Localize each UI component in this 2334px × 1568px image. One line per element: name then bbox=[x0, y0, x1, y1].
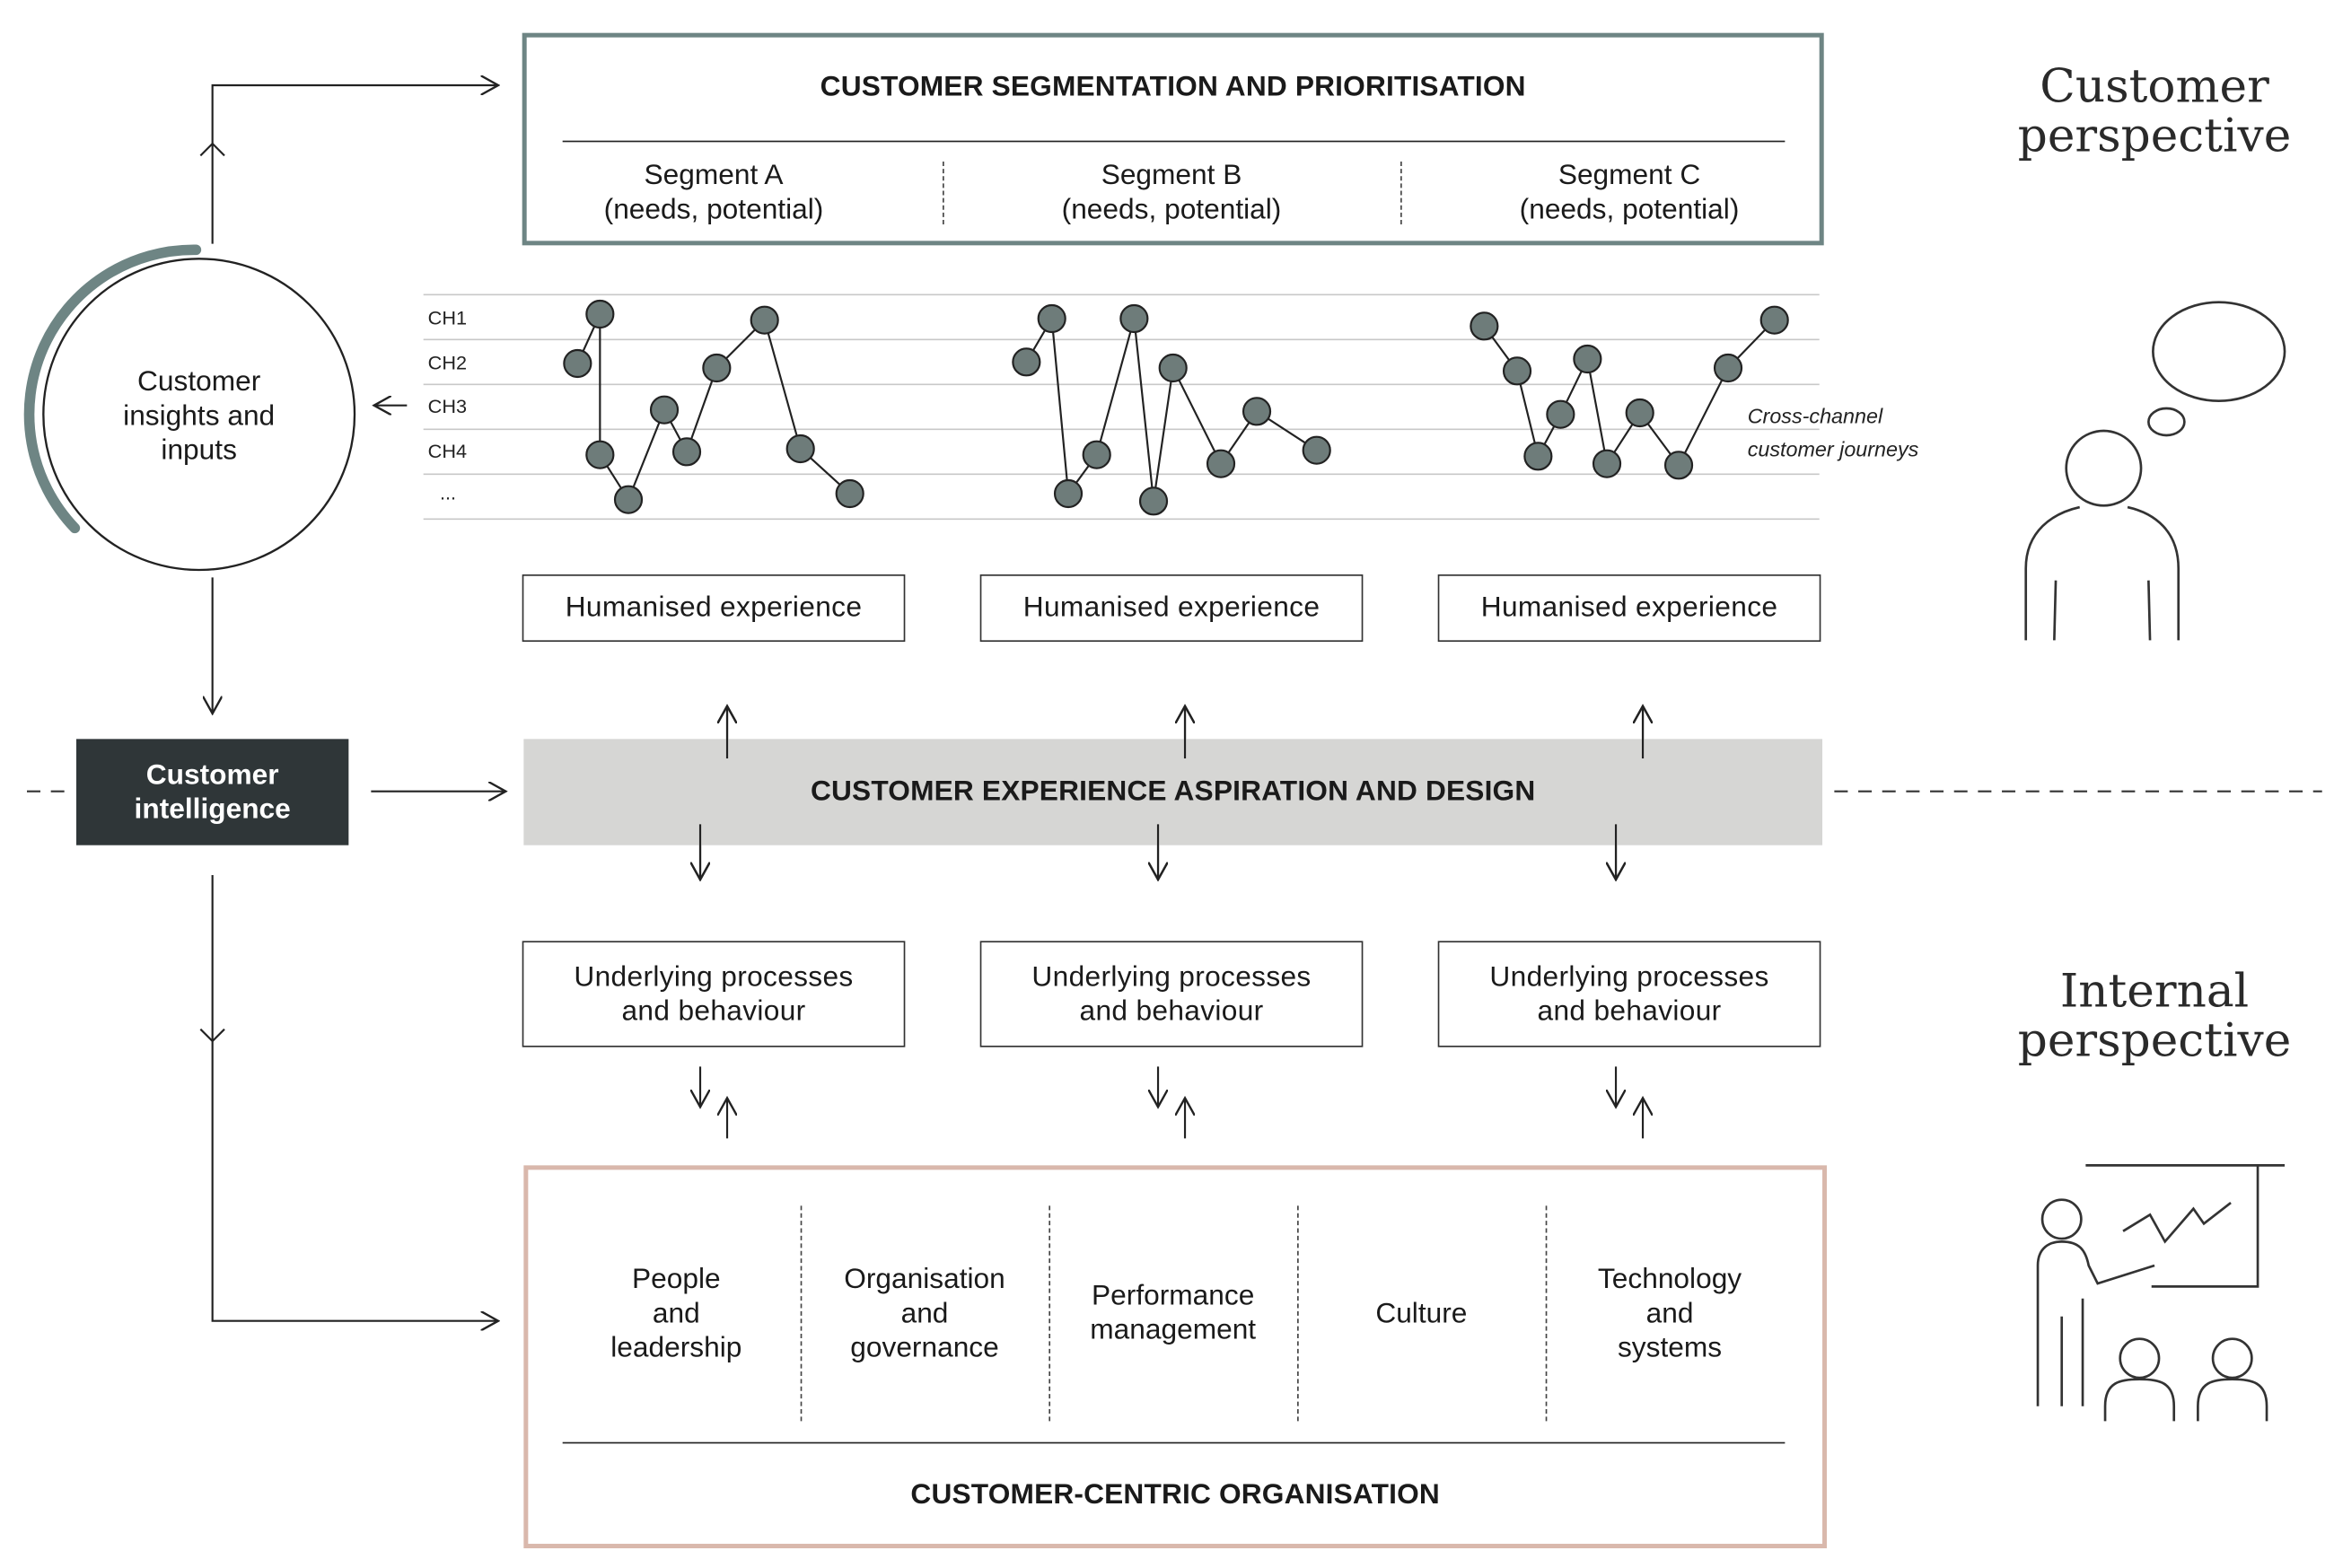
organisation-rule bbox=[563, 1442, 1786, 1444]
processes-box: Underlying processes and behaviour bbox=[1438, 941, 1821, 1047]
channel-label: CH1 bbox=[427, 306, 468, 329]
segment-c bbox=[1454, 159, 1804, 228]
segmentation-rule bbox=[563, 141, 1786, 143]
segment-divider bbox=[943, 162, 944, 224]
processes-box: Underlying processes and behaviour bbox=[980, 941, 1364, 1047]
pillar-performance: Performance management bbox=[1090, 1280, 1257, 1347]
pillar-divider bbox=[1546, 1205, 1548, 1421]
channel-label: CH4 bbox=[427, 440, 468, 463]
segment-b bbox=[996, 159, 1347, 228]
segment-divider bbox=[1400, 162, 1402, 224]
intelligence-box: Customer intelligence bbox=[76, 739, 348, 845]
channel-grid bbox=[424, 294, 1820, 519]
processes-box: Underlying processes and behaviour bbox=[522, 941, 906, 1047]
segment-a bbox=[539, 159, 889, 228]
organisation-title: CUSTOMER-CENTRIC ORGANISATION bbox=[910, 1479, 1440, 1511]
internal-perspective-label: Internal perspective bbox=[2017, 965, 2292, 1069]
segment-desc: (needs, potential) bbox=[1061, 194, 1282, 226]
segmentation-title: CUSTOMER SEGMENTATION AND PRIORITISATION bbox=[820, 72, 1526, 104]
bidirectional-arrows bbox=[700, 1066, 1643, 1138]
flow-to-organisation bbox=[213, 875, 498, 1321]
channel-label: ... bbox=[440, 481, 457, 504]
pillar-people: People and leadership bbox=[610, 1263, 742, 1364]
presentation-icon bbox=[2038, 1165, 2285, 1421]
segment-name: Segment B bbox=[1101, 160, 1242, 192]
experience-box: Humanised experience bbox=[522, 574, 906, 642]
experience-box: Humanised experience bbox=[980, 574, 1364, 642]
design-band: CUSTOMER EXPERIENCE ASPIRATION AND DESIGN bbox=[523, 739, 1822, 845]
channel-label: CH2 bbox=[427, 351, 468, 374]
journey-a bbox=[564, 301, 863, 513]
segment-desc: (needs, potential) bbox=[603, 194, 824, 226]
pillar-culture: Culture bbox=[1375, 1297, 1468, 1329]
flow-to-segmentation bbox=[213, 85, 498, 244]
journeys-note: Cross-channel customer journeys bbox=[1747, 404, 1919, 461]
channel-label: CH3 bbox=[427, 395, 468, 418]
customer-perspective-label: Customer perspective bbox=[2017, 59, 2292, 163]
segment-name: Segment A bbox=[644, 160, 784, 192]
segment-name: Segment C bbox=[1557, 160, 1701, 192]
journey-c bbox=[1470, 307, 1787, 479]
pillar-divider bbox=[1297, 1205, 1299, 1421]
pillar-divider bbox=[801, 1205, 803, 1421]
experience-box: Humanised experience bbox=[1438, 574, 1821, 642]
pillar-technology: Technology and systems bbox=[1597, 1263, 1742, 1364]
insights-label: Customer insights and inputs bbox=[123, 365, 276, 467]
pillar-divider bbox=[1049, 1205, 1050, 1421]
segment-desc: (needs, potential) bbox=[1519, 194, 1740, 226]
pillar-organisation: Organisation and governance bbox=[844, 1263, 1005, 1364]
thinking-person-icon bbox=[2026, 302, 2285, 641]
journey-b bbox=[1013, 305, 1329, 514]
